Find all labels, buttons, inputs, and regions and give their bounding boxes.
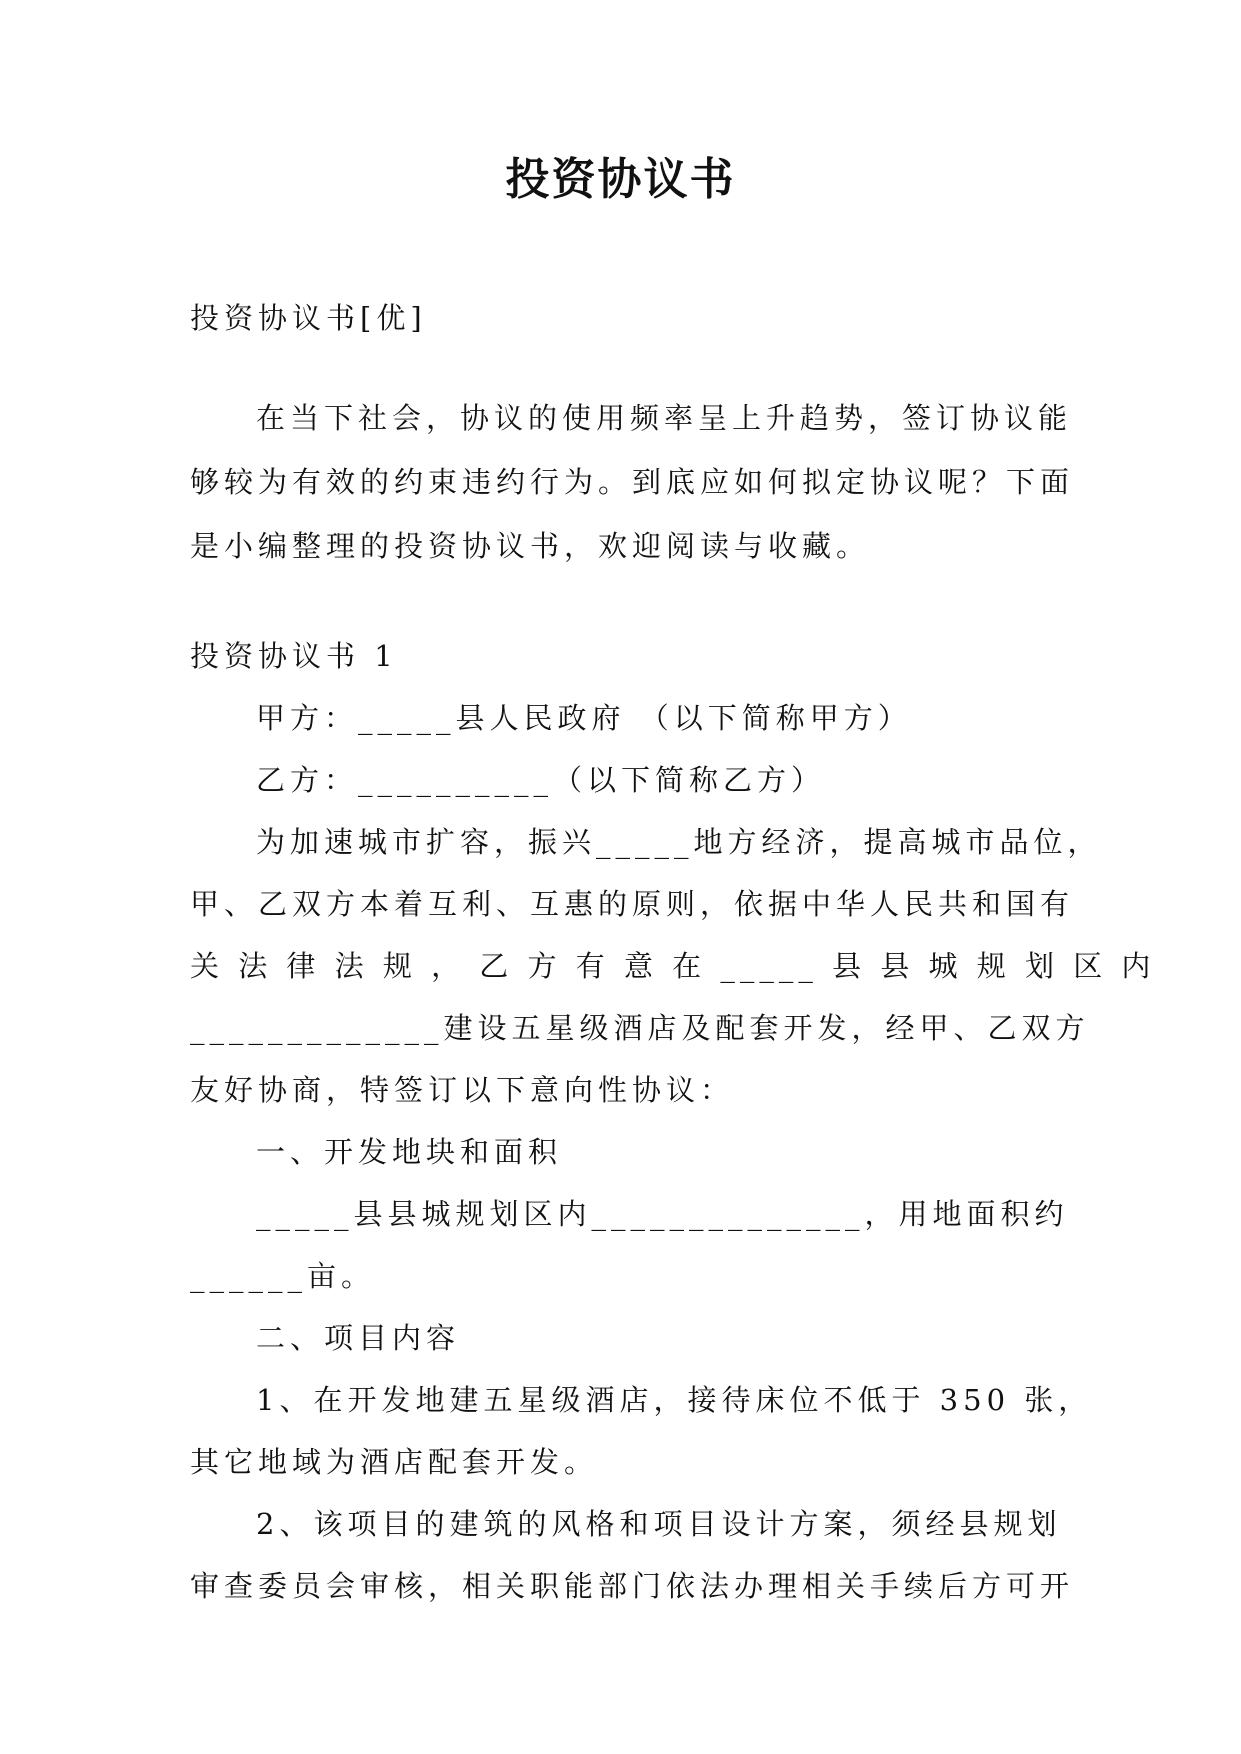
body-line-7: 友好协商，特签订以下意向性协议：	[190, 1073, 735, 1107]
section-heading: 投资协议书 1	[190, 639, 398, 673]
intro-line-2: 够较为有效的约束违约行为。到底应如何拟定协议呢？下面	[190, 465, 1075, 499]
document-title: 投资协议书	[505, 154, 736, 205]
intro-line-1: 在当下社会，协议的使用频率呈上升趋势，签订协议能	[256, 401, 1073, 435]
body-line-6: _____________建设五星级酒店及配套开发，经甲、乙双方	[190, 1011, 1090, 1045]
party-b-line: 乙方：__________（以下简称乙方）	[256, 763, 826, 797]
clause-2-heading: 二、项目内容	[256, 1321, 461, 1355]
body-line-13: 其它地域为酒店配套开发。	[190, 1445, 599, 1479]
body-line-5: 关 法 律 法 规 ， 乙 方 有 意 在 _____ 县 县 城 规 划 区 内	[190, 949, 1156, 983]
body-line-14: 2、该项目的建筑的风格和项目设计方案，须经县规划	[256, 1507, 1062, 1541]
body-line-10: ______亩。	[190, 1259, 376, 1293]
clause-1-heading: 一、开发地块和面积	[256, 1135, 563, 1169]
body-line-4: 甲、乙双方本着互利、互惠的原则，依据中华人民共和国有	[190, 887, 1075, 921]
body-line-3: 为加速城市扩容，振兴_____地方经济，提高城市品位，	[256, 825, 1102, 859]
body-line-15: 审查委员会审核，相关职能部门依法办理相关手续后方可开	[190, 1569, 1075, 1603]
party-a-line: 甲方：_____县人民政府 （以下简称甲方）	[256, 701, 912, 735]
body-line-12: 1、在开发地建五星级酒店，接待床位不低于 350 张，	[256, 1383, 1093, 1417]
body-line-9: _____县县城规划区内______________，用地面积约	[256, 1197, 1069, 1231]
document-subtitle: 投资协议书[优]	[190, 301, 427, 335]
intro-line-3: 是小编整理的投资协议书，欢迎阅读与收藏。	[190, 529, 871, 563]
